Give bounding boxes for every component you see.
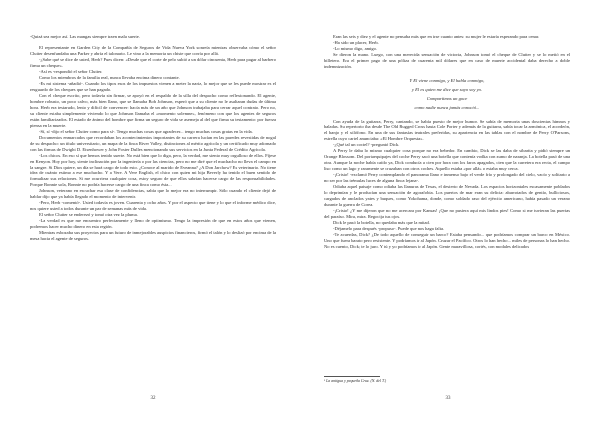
paragraph: -Pero, Herb -comentó-. Usted todavía es joven. Cuarenta y ocho años. Y por el aspecto que tiene y lo que el informe médico dice, nos quiere usted a todos durante un par de semanas más de vida.	[30, 200, 276, 212]
paragraph: -¡Cristo! -exclamó Perry contemplando el panorama llano e inmenso bajo el verde frío y prolongado del cielo, vacío y solitario a no ser por las trémulas luces de alguna finca lejana-.	[324, 172, 570, 184]
paragraph: -Sí, sí -dijo el señor Clutter como para sí-. Tengo muchas cosas que agradecer... tengo muchas cosas gratas en la vida.	[39, 128, 253, 134]
paragraph: -Déjamelo para después -propuso-. Puede que nos haga falta.	[333, 225, 445, 231]
paragraph: -La verdad es que me encuentro perfectamente y lleno de optimismo. Tengo la impresión de que en estos años que vienen, podremos hacer mucho dinero en esta región.	[30, 218, 276, 230]
right-page	[324, 34, 570, 394]
verse-block	[324, 76, 570, 113]
paragraph: -¿Sabe qué se dice de usted, Herb? Pues dicen: «Desde que el corte de pelo subió a un dólar cincuenta, Herb para pagar al barbero firma un cheque».	[30, 57, 276, 69]
paragraph: -Los chicos. En eso sí que hemos tenido suerte. No está bien que lo diga, pero, la verdad, me siento muy orgulloso de ellos. Fíjese en Kenyon. Hoy por hoy, siente inclinación por la ingeniería o por las ciencias, pero no me diré que el muchacho no lleva el campo en la sangre. Si Dios quiere, un día se hará cargo de todo esto. ¿Conoce al marido de Eveanna? ¿A Don Jarchow? Es veterinario. No tiene idea de cuánto estimo a ese muchacho. Y a Vere. A Vere English, el chico con quien mi hija Beverly ha tenido el buen sentido de formalizar sus relaciones. Si me ocurriera cualquier cosa, estoy seguro de que ellos sabrían hacerse cargo de las responsabilidades. Porque Bonnie sola, Bonnie no podría hacerse cargo de una finca como ésta...	[30, 152, 276, 188]
paragraph: Con ayuda de la guitarra, Perry, cantando, se había puesto de mejor humor. Se sabía de memoria unas doscientas himnos y baladas. Su repertorio iba desde The Old Rugged Cross hasta Cole Porter y además de la guitarra, sabía tocar la armónica, el acordeón, el banjo y el xilófono. En una de sus fantasías teatrales preferidas, su apariencia en las tablas con el nombre de Perry O'Parsons, estrella cuyo cartel anunciaba: «El Hombre Orquesta».	[324, 118, 570, 142]
verse-line: Y El viene conmigo, y El habla conmigo,	[409, 77, 485, 83]
paragraph: El representante en Garden City de la Compañía de Seguros de Vida Nueva York sonreía mientras observaba cómo el señor Clutter desenfundaba una Parker y abría el talonario. Le vino a la memoria un chiste que corría por allá.	[30, 45, 276, 57]
paragraph: Con el cheque escrito, pero todavía sin firmar, se apoyó en el respaldo de la silla del despacho como reflexionando. El agente, hombre robusto, un poco calvo, más bien llano, que se llamaba Bob Johnson, esperó que a su cliente no le asaltaran dudas de última hora. Herb era testarudo, lento y difícil de convencer: hacía más de un año que Johnson trabajaba para cerrar aquel contrato. Pero no, su cliente estaba simplemente viviendo lo que Johnson llamaba el «momento solemne», fenómeno con que los agentes de seguros están familiarizados. El estado de ánimo del hombre que firma un seguro de vida se asemeja al del que firma su testamento: por fuerza piensa en la muerte.	[30, 93, 276, 128]
paragraph: Documentos enmarcados que recordaban los acontecimientos importantes de su carrera lucían en las paredes revestidas de nogal de su despacho: un título universitario, un mapa de la finca River Valley, distinciones al mérito agrícola y un certificado muy adornado con las firmas de Dwight D. Eisenhower y John Foster Dulles mencionando sus servicios en la Junta Federal de Crédito Agrícola.	[30, 134, 276, 152]
paragraph: -Lo mismo digo, amigo.	[333, 45, 378, 51]
paragraph: A Perry le daba lo mismo cualquier cosa porque no era bebedor. En cambio, Dick se las daba de sibarita y pidió siempre un Orange Blossom. Del portaequipajes del coche Perry sacó una botella que contenía vodka con zumo de naranja. La botella pasó de una otra. Aunque la noche había caído ya, Dick conducía a cien por hora con los faros apagados, cien que la carretera era recta, el campo liso como un lago y raramente se cruzaban con otros coches. Aquello estaba «por allá» o estaba muy cerca.	[324, 148, 570, 172]
verse-line: como nadie nunca jamás conoció...	[414, 105, 480, 111]
verse-line: Compartimos un goce	[426, 96, 468, 102]
paragraph: -¡Cristo! ¿Y me dijeron que no me acercara por Kansas! ¡Que no pusiera aquí mis lindos pies! Como si me tuvieran las puertas del paraíso. Mira, mira. Regocija tus ojos.	[324, 207, 570, 219]
left-page	[30, 34, 276, 394]
paragraph: Mientras esbozaba sus proyectos para un futuro de inmejorables auspicios financieros, firmó el talón y lo deslizó por encima de la mesa hacia el agente de seguros.	[30, 230, 276, 241]
paragraph: -Te acuerdas, Dick? ¿De todo aquello de conseguir un barco? Estaba pensando... que podríamos comprar un barco en México. Uno que fuera barato pero resistente. Y podríamos ir al Japón. Cruzar el Pacífico. Otros lo han hecho... miles de personas lo han hecho. No es cuento, Dick; te lo juro. Y tú y yo podríamos ir al Japón. Gente maravillosa, cortés, con modales delicados	[324, 231, 570, 249]
paragraph: -¿Qué tal un coctel? -preguntó Dick.	[333, 142, 400, 148]
footnote: ¹ La antigua y pequeña Cruz. (N. del T.)	[324, 379, 387, 383]
page-number-left: 32	[150, 396, 156, 401]
paragraph: Dick le pasó la botella, no quedaba más que la mitad.	[333, 219, 430, 225]
paragraph: -Quizá sea mejor así. Las mangas siempre traen mala suerte.	[30, 34, 140, 39]
paragraph: -Es mi sistema -añadió-. Cuando los tipos esos de los impuestos vienen a meter la nariz, lo mejor que se les puede mostrar es el resguardo de los cheques que se han pagado.	[30, 81, 276, 93]
paragraph: Odiaba aquel paisaje como odiaba las llanuras de Texas, el desierto de Nevada. Los espacios horizontales escasamente poblados lo deprimían y le producían una sensación de agorafobia. Los puertos de mar eran su delicia: abarrotados de gentío, bulliciosos, cargados de anclados yates y buques, como Yokohama, donde, como soldado raso del ejército americano, había pasado un verano durante la guerra de Corea.	[324, 184, 570, 207]
footnote-divider	[324, 376, 380, 377]
paragraph: -Así es -respondió el señor Clutter.	[39, 69, 103, 75]
paragraph: Eran las seis y diez y el agente no pensaba más que en irse cuanto antes: su mujer le estaría esperando para cenar.	[333, 34, 540, 39]
paragraph: Se dieron la mano. Luego, con una merecida sensación de victoria, Johnson tomó el cheque de Clutter y se lo metió en el billetero. Era el primer pago de una póliza de cuarenta mil dólares que en caso de muerte accidental daba derecho a doble indemnización.	[324, 51, 570, 69]
paragraph: El señor Clutter se enderezó y tomó otra vez la pluma.	[39, 212, 138, 218]
verse-line: y El es quien me dice que suyo soy yo.	[411, 86, 483, 92]
page-number-right: 33	[445, 396, 451, 401]
paragraph: Como los miembros de la familia real, nunca llevaba encima dinero contante.	[39, 75, 180, 81]
paragraph: Johnson, veterano en escuchar esa clase de confidencias, sabía que lo mejor era no interrumpir. Sólo cuando el cliente dejó de hablar dijo que ya había llegado el momento de intervenir.	[30, 188, 276, 200]
paragraph: -Ha sido un placer, Herb.	[333, 39, 379, 45]
